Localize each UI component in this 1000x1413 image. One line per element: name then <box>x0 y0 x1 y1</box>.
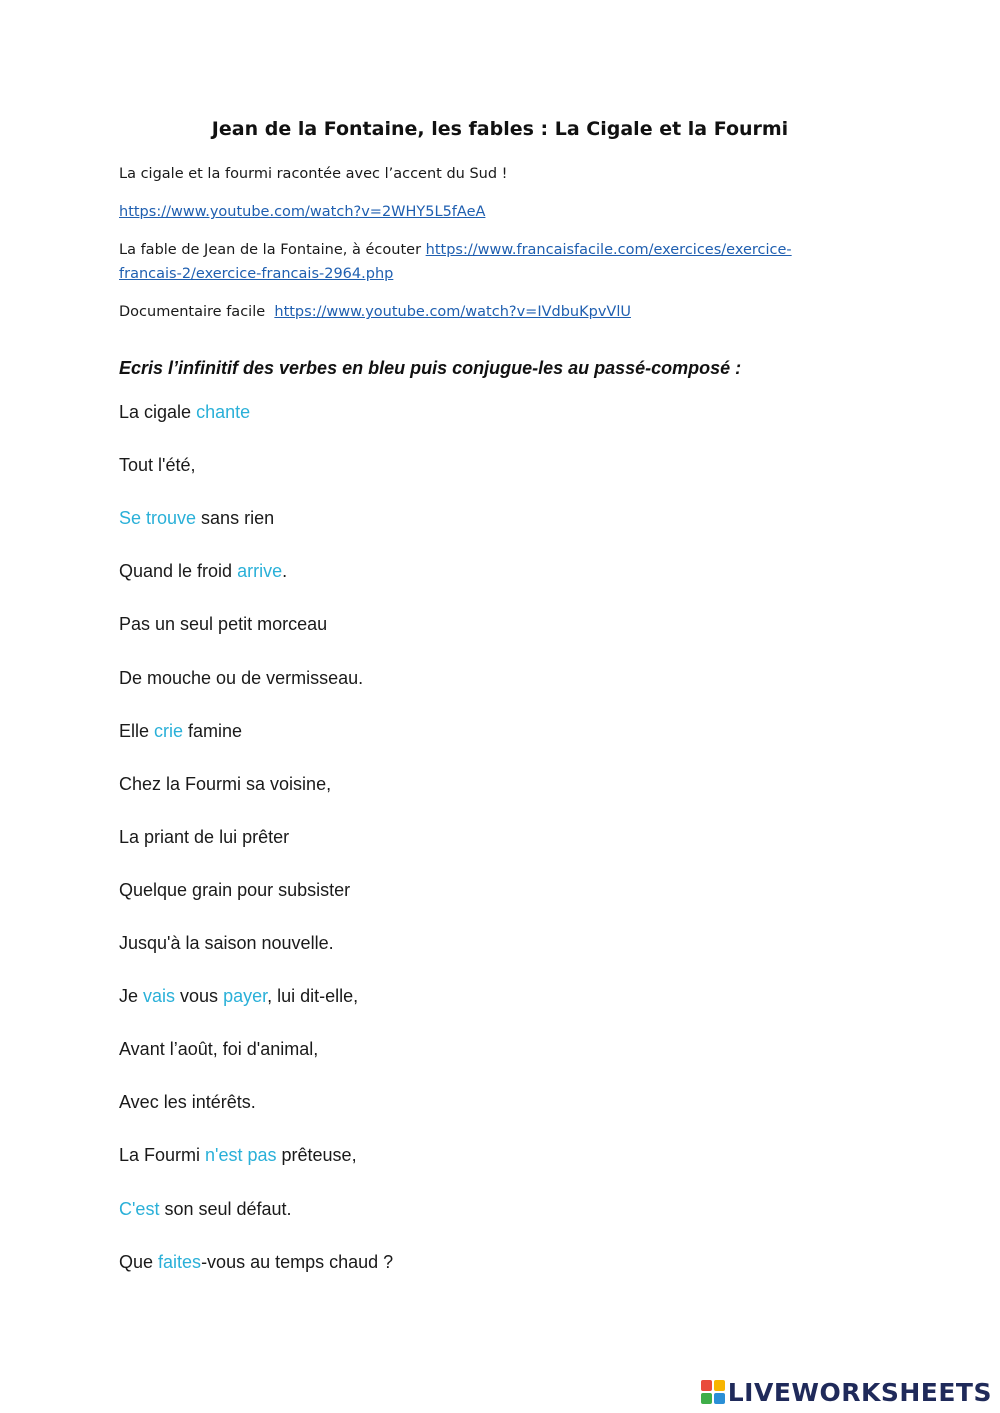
blue-verb: chante <box>196 402 251 422</box>
poem-line <box>119 455 819 476</box>
poem-text: vous <box>175 986 224 1007</box>
logo-square-4 <box>714 1393 725 1404</box>
blue-verb: n'est pas <box>205 1145 277 1166</box>
liveworksheets-logo <box>701 1377 992 1407</box>
poem-text: Je <box>119 986 144 1007</box>
poem-line <box>119 880 819 901</box>
poem-text: . <box>282 561 288 582</box>
poem-text: famine <box>183 720 243 741</box>
poem-line <box>119 1199 819 1220</box>
poem-line <box>119 986 819 1007</box>
blue-verb: arrive <box>237 561 283 582</box>
youtube-link-accent[interactable]: https://www.youtube.com/watch?v=2WHY5L5fAeA <box>119 204 486 220</box>
poem-line <box>119 721 819 742</box>
francaisfacile-link-part1[interactable]: https://www.francaisfacile.com/exercices/exercice- <box>425 242 792 258</box>
poem-text: La Fourmi <box>119 1145 206 1166</box>
blue-verb: faites <box>158 1251 202 1272</box>
poem-text: Avant l’août, foi d'animal, <box>119 1039 319 1060</box>
poem-line <box>119 1039 819 1060</box>
fable-text: La fable de Jean de la Fontaine, à écouter <box>119 242 426 258</box>
poem-text: Que <box>119 1251 159 1272</box>
poem-line <box>119 561 819 582</box>
poem-line <box>119 933 819 954</box>
exercise-instruction: Ecris l’infinitif des verbes en bleu puis conjugue-les au passé-composé : <box>119 358 742 378</box>
logo-square-2 <box>714 1380 725 1391</box>
logo-square-3 <box>701 1393 712 1404</box>
poem-text: Chez la Fourmi sa voisine, <box>119 773 332 794</box>
poem-text: Tout l'été, <box>119 455 196 476</box>
fable-row <box>119 238 879 286</box>
poem-text: La cigale <box>119 402 197 422</box>
poem-text: Quand le froid <box>119 561 238 582</box>
logo-square-1 <box>701 1380 712 1391</box>
poem-text: -vous au temps chaud ? <box>201 1251 394 1272</box>
poem-text: Avec les intérêts. <box>119 1092 256 1113</box>
poem-line <box>119 827 819 848</box>
page-title: Jean de la Fontaine, les fables : La Cigale et la Fourmi <box>211 118 789 140</box>
poem-line <box>119 1252 819 1273</box>
poem-line <box>119 1092 819 1113</box>
poem-line <box>119 508 819 529</box>
poem-text: Quelque grain pour subsister <box>119 879 351 900</box>
blue-verb: C'est <box>119 1198 160 1219</box>
poem-text: De mouche ou de vermisseau. <box>119 667 364 688</box>
documentary-row <box>119 300 879 324</box>
link-row-1 <box>119 200 879 224</box>
poem-text: sans rien <box>196 508 275 529</box>
poem-line <box>119 402 819 423</box>
poem-line <box>119 668 819 689</box>
poem-text: Jusqu'à la saison nouvelle. <box>119 933 334 953</box>
youtube-link-documentary[interactable]: https://www.youtube.com/watch?v=IVdbuKpvVlU <box>274 304 631 320</box>
poem-text: La priant de lui prêter <box>119 826 290 847</box>
liveworksheets-logo-icon <box>701 1380 725 1404</box>
poem-text: , lui dit-elle, <box>267 986 359 1007</box>
poem-text: son seul défaut. <box>159 1198 292 1219</box>
poem-line <box>119 774 819 795</box>
documentary-text: Documentaire facile <box>119 304 275 320</box>
intro-text: La cigale et la fourmi racontée avec l’accent du Sud ! <box>119 166 508 182</box>
poem-line <box>119 1145 819 1166</box>
blue-verb: crie <box>154 720 184 741</box>
poem-text: Elle <box>119 720 155 741</box>
poem-text: Pas un seul petit morceau <box>119 614 328 635</box>
blue-verb: vais <box>143 986 176 1007</box>
poem-text: prêteuse, <box>276 1145 357 1166</box>
blue-verb: payer <box>223 986 268 1007</box>
blue-verb: Se trouve <box>119 508 197 529</box>
logo-text: LIVEWORKSHEETS <box>727 1377 992 1407</box>
francaisfacile-link-part2[interactable]: francais-2/exercice-francais-2964.php <box>119 266 394 282</box>
poem-line <box>119 614 819 635</box>
